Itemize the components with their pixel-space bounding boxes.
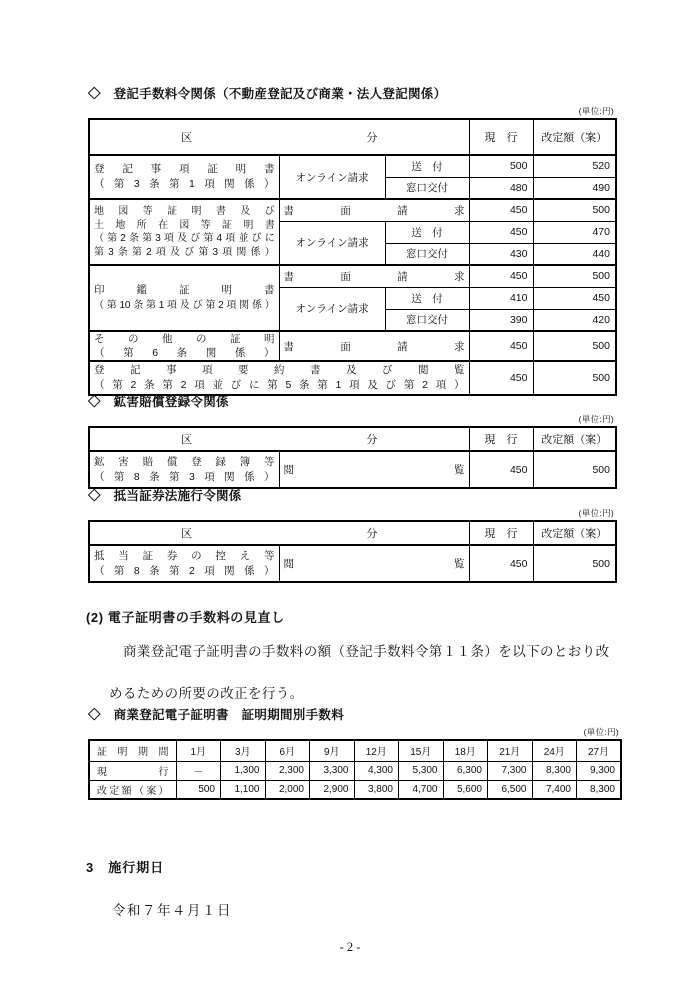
kubun-header (94, 525, 465, 541)
current-value-cell: 450 (469, 451, 533, 488)
item-name-line: （第2条第2項並びに第5条第1項及び第2項） (94, 379, 465, 391)
month-header: 21月 (488, 740, 533, 761)
period-header-cell: 証明期間 (89, 740, 176, 761)
revised-value-cell: 470 (533, 221, 616, 243)
kubun-header (94, 129, 465, 145)
effective-date: 令和７年４月１日 (112, 903, 232, 918)
kubun-header-cell (89, 119, 469, 155)
current-value-cell: 450 (469, 199, 533, 221)
revised-value-cell: 500 (533, 331, 616, 361)
revised-fee-cell: 2,000 (265, 780, 310, 799)
paper-request-cell: 書面請求 (279, 199, 469, 221)
item-name-cell (89, 451, 279, 488)
revised-fee-cell: 7,400 (532, 780, 577, 799)
current-header: 現 行 (469, 119, 533, 155)
current-value-cell: 390 (469, 309, 533, 331)
unit-label: (単位:円) (578, 508, 614, 518)
table-row (89, 361, 616, 395)
month-header: 12月 (354, 740, 399, 761)
item-name-line: （第8条第2項関係） (94, 564, 275, 577)
revised-value-cell: 500 (533, 545, 616, 582)
item-name-line: （第2条第3項及び第4項並びに (94, 233, 275, 244)
item-name-cell (89, 265, 279, 331)
section-certificate-fees (88, 705, 620, 800)
kubun-header-cell (89, 521, 469, 545)
table-row (89, 761, 621, 780)
item-name-line: 印鑑証明書 (94, 284, 275, 296)
item-name-line: 鉱害賠償登録簿等 (94, 455, 275, 468)
revised-value-cell: 500 (533, 265, 616, 287)
table-header-row (89, 740, 621, 761)
item-name-line: （第8条第3項関係） (94, 470, 275, 483)
current-fee-cell: － (176, 761, 221, 780)
month-header: 1月 (176, 740, 221, 761)
current-fee-cell: 4,300 (354, 761, 399, 780)
revised-value-cell: 500 (533, 451, 616, 488)
month-header: 24月 (532, 740, 577, 761)
month-header: 9月 (310, 740, 355, 761)
item-name-cell (89, 199, 279, 265)
method-cell: オンライン請求 (279, 287, 385, 331)
delivery-cell: 窓口交付 (385, 243, 469, 265)
revised-row-label: 改定額（案） (89, 780, 176, 799)
bun-label: 分 (366, 132, 378, 144)
method-cell: オンライン請求 (279, 221, 385, 265)
current-value-cell: 430 (469, 243, 533, 265)
unit-label: (単位:円) (578, 414, 614, 424)
revised-header: 改定額（案） (533, 119, 616, 155)
item-name-line: その他の証明 (94, 333, 275, 345)
bun-label: 分 (366, 528, 378, 540)
item-name-line: （第10条第1項及び第2項関係） (94, 300, 275, 311)
item-name-line: 土地所在図等証明書 (94, 219, 275, 231)
current-value-cell: 450 (469, 221, 533, 243)
table-header-row (89, 427, 616, 451)
current-fee-cell: 1,300 (221, 761, 266, 780)
unit-label: (単位:円) (578, 106, 614, 116)
delivery-cell: 窓口交付 (385, 309, 469, 331)
month-header: 18月 (443, 740, 488, 761)
item-name-line: 抵当証券の控え等 (94, 549, 275, 562)
mining-fee-table (88, 426, 617, 489)
registration-fee-table (88, 118, 617, 396)
item-name-cell (89, 155, 279, 199)
bun-label: 分 (366, 434, 378, 446)
table-row (89, 331, 616, 361)
item-name-line: 第3条第2項及び第3項関係） (94, 246, 275, 258)
current-value-cell: 450 (469, 361, 533, 395)
delivery-cell: 送 付 (385, 155, 469, 177)
current-value-cell: 450 (469, 545, 533, 582)
item-name-line: 登記事項証明書 (94, 163, 275, 175)
mortgage-fee-table (88, 520, 617, 583)
page-number: - 2 - (339, 940, 361, 954)
table-row (89, 545, 616, 582)
paragraph-line: めるための所要の改正を行う。 (109, 686, 304, 701)
revised-header: 改定額（案） (533, 427, 616, 451)
section-mortgage-fees (88, 486, 615, 583)
item-name-cell (89, 545, 279, 582)
revised-value-cell: 520 (533, 155, 616, 177)
delivery-cell: 窓口交付 (385, 177, 469, 199)
item-name-line: （第6条関係） (94, 347, 275, 359)
revised-fee-cell: 3,800 (354, 780, 399, 799)
revised-value-cell: 500 (533, 361, 616, 395)
current-fee-cell: 9,300 (577, 761, 622, 780)
current-value-cell: 450 (469, 331, 533, 361)
item-name-cell (89, 331, 279, 361)
table-row (89, 199, 616, 221)
delivery-cell: 送 付 (385, 287, 469, 309)
delivery-cell: 送 付 (385, 221, 469, 243)
revised-fee-cell: 6,500 (488, 780, 533, 799)
month-header: 3月 (221, 740, 266, 761)
revised-fee-cell: 1,100 (221, 780, 266, 799)
current-value-cell: 410 (469, 287, 533, 309)
paper-request-cell: 書面請求 (279, 331, 469, 361)
revised-fee-cell: 500 (176, 780, 221, 799)
month-header: 27月 (577, 740, 622, 761)
method-cell: 閲覧 (279, 451, 469, 488)
ku-label: 区 (181, 132, 193, 144)
item-name-line: 地図等証明書及び (94, 206, 275, 217)
revised-fee-cell: 8,300 (577, 780, 622, 799)
kubun-header-cell (89, 427, 469, 451)
kubun-header (94, 431, 465, 447)
section2-title: ◇ 鉱害賠償登録令関係 (88, 395, 229, 409)
revised-fee-cell: 5,600 (443, 780, 488, 799)
revised-header: 改定額（案） (533, 521, 616, 545)
current-value-cell: 480 (469, 177, 533, 199)
revised-value-cell: 420 (533, 309, 616, 331)
current-header: 現 行 (469, 521, 533, 545)
item-name-line: 登記事項要約書及び閲覧 (94, 364, 465, 376)
table-row (89, 780, 621, 799)
current-fee-cell: 8,300 (532, 761, 577, 780)
revised-value-cell: 440 (533, 243, 616, 265)
revised-value-cell: 490 (533, 177, 616, 199)
method-cell: オンライン請求 (279, 155, 385, 199)
ku-label: 区 (181, 434, 193, 446)
current-fee-cell: 7,300 (488, 761, 533, 780)
current-value-cell: 450 (469, 265, 533, 287)
section1-title: ◇ 登記手数料令関係（不動産登記及び商業・法人登記関係） (88, 87, 447, 101)
section3-title: ◇ 抵当証券法施行令関係 (88, 489, 242, 503)
revised-fee-cell: 2,900 (310, 780, 355, 799)
item-name-cell (89, 361, 469, 395)
revised-value-cell: 450 (533, 287, 616, 309)
current-value-cell: 500 (469, 155, 533, 177)
current-header: 現 行 (469, 427, 533, 451)
revised-fee-cell: 4,700 (399, 780, 444, 799)
table-header-row (89, 521, 616, 545)
section4-title: ◇ 商業登記電子証明書 証明期間別手数料 (88, 708, 345, 722)
current-row-label: 現行 (89, 761, 176, 780)
section-registration-fees (88, 84, 615, 396)
paper-request-cell: 書面請求 (279, 265, 469, 287)
method-cell: 閲覧 (279, 545, 469, 582)
section-mining-fees (88, 392, 615, 489)
revised-value-cell: 500 (533, 199, 616, 221)
month-header: 15月 (399, 740, 444, 761)
ku-label: 区 (181, 528, 193, 540)
effective-date-heading: 3 施行期日 (86, 860, 165, 875)
table-row (89, 155, 616, 177)
table-row (89, 265, 616, 287)
current-fee-cell: 2,300 (265, 761, 310, 780)
month-header: 6月 (265, 740, 310, 761)
current-fee-cell: 3,300 (310, 761, 355, 780)
table-header-row (89, 119, 616, 155)
table-row (89, 451, 616, 488)
item-name-line: （第3条第1項関係） (94, 178, 275, 190)
subsection-heading: (2) 電子証明書の手数料の見直し (86, 610, 285, 625)
certificate-period-fee-table (88, 739, 622, 800)
paragraph-line: 商業登記電子証明書の手数料の額（登記手数料令第１１条）を以下のとおり改 (123, 644, 610, 659)
current-fee-cell: 5,300 (399, 761, 444, 780)
current-fee-cell: 6,300 (443, 761, 488, 780)
unit-label: (単位:円) (583, 727, 619, 737)
